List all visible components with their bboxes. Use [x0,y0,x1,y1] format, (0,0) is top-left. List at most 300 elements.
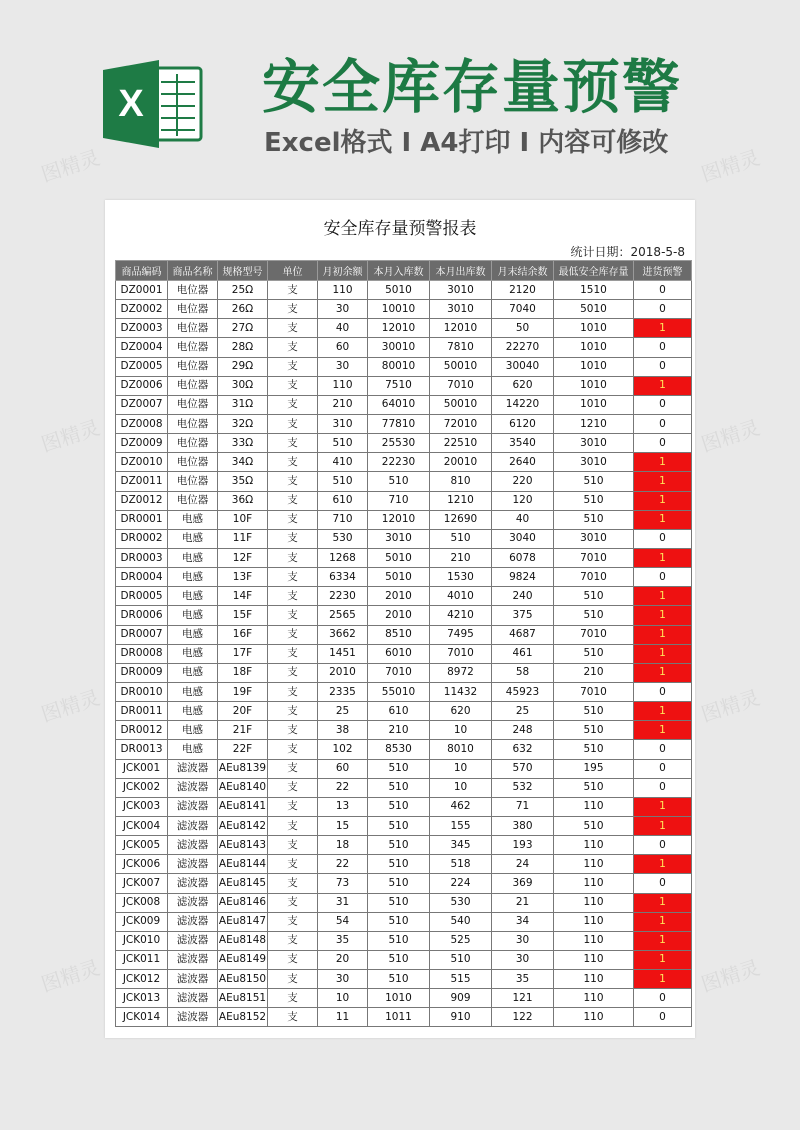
table-cell: 510 [368,912,430,931]
table-cell: 7495 [430,625,492,644]
table-cell: 电感 [168,587,218,606]
table-cell: 110 [554,970,634,989]
table-cell: 支 [268,950,318,969]
table-cell: 支 [268,625,318,644]
table-cell: 510 [368,778,430,797]
table-cell: 6120 [492,414,554,433]
table-cell: 710 [318,510,368,529]
table-cell: 7010 [554,682,634,701]
table-cell: 30 [318,970,368,989]
table-cell: 支 [268,453,318,472]
table-row [116,797,692,816]
table-cell: 2010 [368,587,430,606]
table-cell: 电位器 [168,414,218,433]
watermark: 图精灵 [38,955,103,997]
table-cell: 110 [554,989,634,1008]
table-cell: DZ0008 [116,414,168,433]
table-cell: 14220 [492,395,554,414]
table-cell: 24 [492,855,554,874]
table-cell: 电位器 [168,338,218,357]
table-cell: 电位器 [168,453,218,472]
table-cell: 8510 [368,625,430,644]
table-cell: 12010 [368,510,430,529]
table-cell: 29Ω [218,357,268,376]
table-cell: 610 [318,491,368,510]
table-cell: DZ0012 [116,491,168,510]
table-cell: 35 [492,970,554,989]
table-cell: 支 [268,644,318,663]
table-cell: 支 [268,836,318,855]
table-cell: 4687 [492,625,554,644]
table-cell: AEu8148 [218,931,268,950]
table-cell: 102 [318,740,368,759]
table-cell: 510 [554,816,634,835]
table-cell: 电位器 [168,491,218,510]
watermark: 图精灵 [698,955,763,997]
table-cell: 110 [554,836,634,855]
table-cell: 60 [318,759,368,778]
table-cell: JCK011 [116,950,168,969]
watermark: 图精灵 [698,415,763,457]
table-cell: 电感 [168,606,218,625]
table-cell: 369 [492,874,554,893]
table-cell: 8972 [430,663,492,682]
banner [0,0,800,200]
inventory-table [115,260,692,1027]
warning-cell: 0 [634,989,692,1008]
table-cell: 25530 [368,434,430,453]
warning-cell: 1 [634,912,692,931]
table-cell: 510 [430,950,492,969]
table-cell: 510 [368,797,430,816]
table-cell: 电位器 [168,395,218,414]
table-cell: 710 [368,491,430,510]
table-cell: 22F [218,740,268,759]
table-cell: 支 [268,893,318,912]
table-cell: AEu8143 [218,836,268,855]
table-cell: 1530 [430,568,492,587]
table-cell: AEu8145 [218,874,268,893]
table-cell: DR0005 [116,587,168,606]
table-cell: 22230 [368,453,430,472]
table-cell: 33Ω [218,434,268,453]
table-cell: 11 [318,1008,368,1027]
table-cell: 支 [268,568,318,587]
warning-cell: 0 [634,434,692,453]
table-cell: 6010 [368,644,430,663]
table-cell: AEu8139 [218,759,268,778]
table-cell: 支 [268,989,318,1008]
table-cell: DR0004 [116,568,168,587]
table-cell: 515 [430,970,492,989]
table-cell: 7010 [554,568,634,587]
table-cell: 支 [268,510,318,529]
table-cell: DR0009 [116,663,168,682]
table-cell: 38 [318,721,368,740]
table-cell: 1010 [554,395,634,414]
table-cell: JCK008 [116,893,168,912]
table-row [116,663,692,682]
column-header: 进货预警 [634,261,692,281]
table-row [116,319,692,338]
warning-cell: 0 [634,395,692,414]
table-cell: 510 [554,510,634,529]
table-cell: 50010 [430,395,492,414]
table-cell: 20 [318,950,368,969]
column-header: 本月入库数 [368,261,430,281]
watermark: 图精灵 [38,415,103,457]
table-cell: 22510 [430,434,492,453]
table-cell: DZ0003 [116,319,168,338]
table-cell: DR0007 [116,625,168,644]
table-row [116,376,692,395]
table-cell: 3662 [318,625,368,644]
table-cell: 510 [554,740,634,759]
table-cell: 410 [318,453,368,472]
table-cell: 375 [492,606,554,625]
table-cell: 510 [554,491,634,510]
table-cell: 462 [430,797,492,816]
table-cell: 滤波器 [168,989,218,1008]
table-cell: DR0013 [116,740,168,759]
table-cell: 30Ω [218,376,268,395]
column-header: 商品名称 [168,261,218,281]
table-cell: 12010 [430,319,492,338]
table-cell: 54 [318,912,368,931]
table-cell: 电感 [168,682,218,701]
table-cell: 3010 [368,529,430,548]
table-row [116,970,692,989]
table-cell: 122 [492,1008,554,1027]
warning-cell: 1 [634,816,692,835]
table-cell: 3040 [492,529,554,548]
table-cell: 30 [318,300,368,319]
table-cell: JCK007 [116,874,168,893]
table-cell: 4010 [430,587,492,606]
table-cell: 滤波器 [168,778,218,797]
table-cell: 13F [218,568,268,587]
table-cell: DR0008 [116,644,168,663]
table-cell: 7010 [430,644,492,663]
table-cell: AEu8147 [218,912,268,931]
table-cell: 210 [318,395,368,414]
table-cell: 58 [492,663,554,682]
page-title: 安全库存量预警 [262,53,683,121]
table-cell: 510 [554,606,634,625]
table-cell: 电位器 [168,357,218,376]
table-cell: 155 [430,816,492,835]
table-cell: 248 [492,721,554,740]
table-cell: JCK004 [116,816,168,835]
table-cell: 40 [492,510,554,529]
warning-cell: 0 [634,357,692,376]
table-cell: AEu8146 [218,893,268,912]
table-cell: 滤波器 [168,950,218,969]
table-cell: 60 [318,338,368,357]
table-cell: 510 [554,472,634,491]
warning-cell: 1 [634,491,692,510]
table-cell: 2640 [492,453,554,472]
warning-cell: 0 [634,568,692,587]
column-header: 本月出库数 [430,261,492,281]
table-row [116,568,692,587]
table-cell: 8530 [368,740,430,759]
table-cell: 12010 [368,319,430,338]
table-cell: 5010 [368,568,430,587]
table-cell: 50 [492,319,554,338]
table-cell: 6078 [492,548,554,567]
table-cell: AEu8152 [218,1008,268,1027]
warning-cell: 1 [634,376,692,395]
table-cell: 14F [218,587,268,606]
table-cell: 20F [218,702,268,721]
table-row [116,931,692,950]
table-cell: 195 [554,759,634,778]
table-cell: 支 [268,874,318,893]
table-cell: 支 [268,319,318,338]
table-cell: 110 [554,931,634,950]
table-cell: 510 [318,472,368,491]
table-cell: 26Ω [218,300,268,319]
watermark: 图精灵 [38,145,103,187]
stat-date-label: 统计日期： [570,245,631,259]
page-subtitle: Excel格式 I A4打印 I 内容可修改 [264,128,669,158]
table-cell: 518 [430,855,492,874]
table-cell: JCK002 [116,778,168,797]
table-cell: 滤波器 [168,874,218,893]
table-cell: 71 [492,797,554,816]
column-header: 商品编码 [116,261,168,281]
warning-cell: 1 [634,970,692,989]
table-cell: 电感 [168,568,218,587]
warning-cell: 1 [634,453,692,472]
warning-cell: 0 [634,529,692,548]
table-cell: 110 [554,912,634,931]
table-cell: AEu8149 [218,950,268,969]
table-cell: 支 [268,702,318,721]
table-cell: 2565 [318,606,368,625]
table-cell: DZ0001 [116,281,168,300]
table-cell: DZ0004 [116,338,168,357]
table-cell: 4210 [430,606,492,625]
table-cell: 10010 [368,300,430,319]
table-cell: 支 [268,529,318,548]
table-cell: 110 [318,376,368,395]
table-cell: 支 [268,682,318,701]
table-cell: JCK013 [116,989,168,1008]
table-cell: 电位器 [168,319,218,338]
table-cell: 380 [492,816,554,835]
table-cell: 193 [492,836,554,855]
table-cell: 510 [554,587,634,606]
table-cell: 7510 [368,376,430,395]
warning-cell: 1 [634,625,692,644]
table-cell: JCK014 [116,1008,168,1027]
table-cell: 30010 [368,338,430,357]
table-row [116,682,692,701]
table-cell: 28Ω [218,338,268,357]
table-row [116,357,692,376]
warning-cell: 1 [634,644,692,663]
table-cell: 6334 [318,568,368,587]
table-cell: 13 [318,797,368,816]
table-cell: 19F [218,682,268,701]
table-cell: 210 [554,663,634,682]
table-cell: 支 [268,778,318,797]
table-cell: 支 [268,855,318,874]
table-cell: 滤波器 [168,912,218,931]
table-cell: 110 [554,855,634,874]
table-cell: 35 [318,931,368,950]
table-cell: 支 [268,434,318,453]
table-cell: 10 [430,721,492,740]
table-cell: 25 [492,702,554,721]
table-cell: DZ0005 [116,357,168,376]
table-cell: 15F [218,606,268,625]
warning-cell: 0 [634,414,692,433]
report-title: 安全库存量预警报表 [323,219,477,239]
table-cell: 22 [318,855,368,874]
table-cell: 610 [368,702,430,721]
table-cell: 30040 [492,357,554,376]
table-cell: 11F [218,529,268,548]
column-header: 月末结余数 [492,261,554,281]
table-cell: DZ0006 [116,376,168,395]
table-cell: 72010 [430,414,492,433]
table-cell: 滤波器 [168,1008,218,1027]
table-row [116,510,692,529]
table-cell: JCK010 [116,931,168,950]
table-cell: 3010 [554,529,634,548]
table-cell: 12690 [430,510,492,529]
table-cell: 34 [492,912,554,931]
table-cell: 电感 [168,548,218,567]
table-cell: 30 [492,931,554,950]
table-cell: 支 [268,721,318,740]
warning-cell: 0 [634,836,692,855]
table-cell: 77810 [368,414,430,433]
table-cell: DR0010 [116,682,168,701]
table-cell: JCK001 [116,759,168,778]
table-cell: 支 [268,740,318,759]
warning-cell: 0 [634,1008,692,1027]
table-cell: 7010 [554,548,634,567]
table-cell: 3010 [430,300,492,319]
table-cell: 632 [492,740,554,759]
table-cell: 5010 [554,300,634,319]
table-cell: 510 [368,931,430,950]
table-cell: DZ0002 [116,300,168,319]
warning-cell: 1 [634,663,692,682]
table-cell: 10 [318,989,368,1008]
table-cell: 310 [318,414,368,433]
table-cell: 电位器 [168,434,218,453]
table-cell: JCK009 [116,912,168,931]
table-cell: 1010 [554,338,634,357]
stat-date-value: 2018-5-8 [630,245,685,259]
table-cell: 支 [268,414,318,433]
table-cell: 2010 [368,606,430,625]
column-header: 最低安全库存量 [554,261,634,281]
table-cell: 支 [268,931,318,950]
table-cell: 电感 [168,740,218,759]
table-cell: 11432 [430,682,492,701]
table-cell: JCK003 [116,797,168,816]
table-cell: 支 [268,587,318,606]
table-cell: 电位器 [168,281,218,300]
table-cell: 2120 [492,281,554,300]
table-cell: 31Ω [218,395,268,414]
table-cell: 50010 [430,357,492,376]
table-cell: 2335 [318,682,368,701]
table-cell: AEu8141 [218,797,268,816]
table-row [116,548,692,567]
table-cell: 电感 [168,510,218,529]
table-cell: 支 [268,797,318,816]
table-row [116,721,692,740]
table-cell: 45923 [492,682,554,701]
table-cell: 3010 [554,453,634,472]
table-cell: 17F [218,644,268,663]
table-cell: 电位器 [168,376,218,395]
table-cell: 支 [268,300,318,319]
table-cell: 10 [430,778,492,797]
table-cell: 7010 [430,376,492,395]
table-cell: 220 [492,472,554,491]
table-cell: 22 [318,778,368,797]
table-cell: 532 [492,778,554,797]
table-cell: 210 [368,721,430,740]
table-cell: DR0003 [116,548,168,567]
column-header: 单位 [268,261,318,281]
excel-logo-icon [103,60,203,148]
table-cell: 31 [318,893,368,912]
table-cell: 2230 [318,587,368,606]
table-cell: 支 [268,395,318,414]
warning-cell: 1 [634,950,692,969]
warning-cell: 1 [634,606,692,625]
table-row [116,816,692,835]
table-cell: 2010 [318,663,368,682]
table-cell: 55010 [368,682,430,701]
table-cell: 510 [554,778,634,797]
table-cell: 7810 [430,338,492,357]
table-cell: 510 [368,893,430,912]
table-cell: JCK012 [116,970,168,989]
table-cell: 240 [492,587,554,606]
table-cell: 支 [268,491,318,510]
table-cell: 210 [430,548,492,567]
table-cell: 3010 [554,434,634,453]
table-cell: 支 [268,912,318,931]
table-cell: 22270 [492,338,554,357]
table-cell: 21 [492,893,554,912]
table-cell: 110 [554,950,634,969]
table-row [116,836,692,855]
table-cell: 510 [368,816,430,835]
table-cell: 滤波器 [168,836,218,855]
table-cell: DZ0010 [116,453,168,472]
table-row [116,759,692,778]
table-cell: 510 [554,644,634,663]
table-cell: 支 [268,759,318,778]
table-cell: 支 [268,472,318,491]
table-cell: 5010 [368,281,430,300]
table-row [116,300,692,319]
table-cell: DR0001 [116,510,168,529]
table-cell: DZ0009 [116,434,168,453]
table-cell: AEu8150 [218,970,268,989]
